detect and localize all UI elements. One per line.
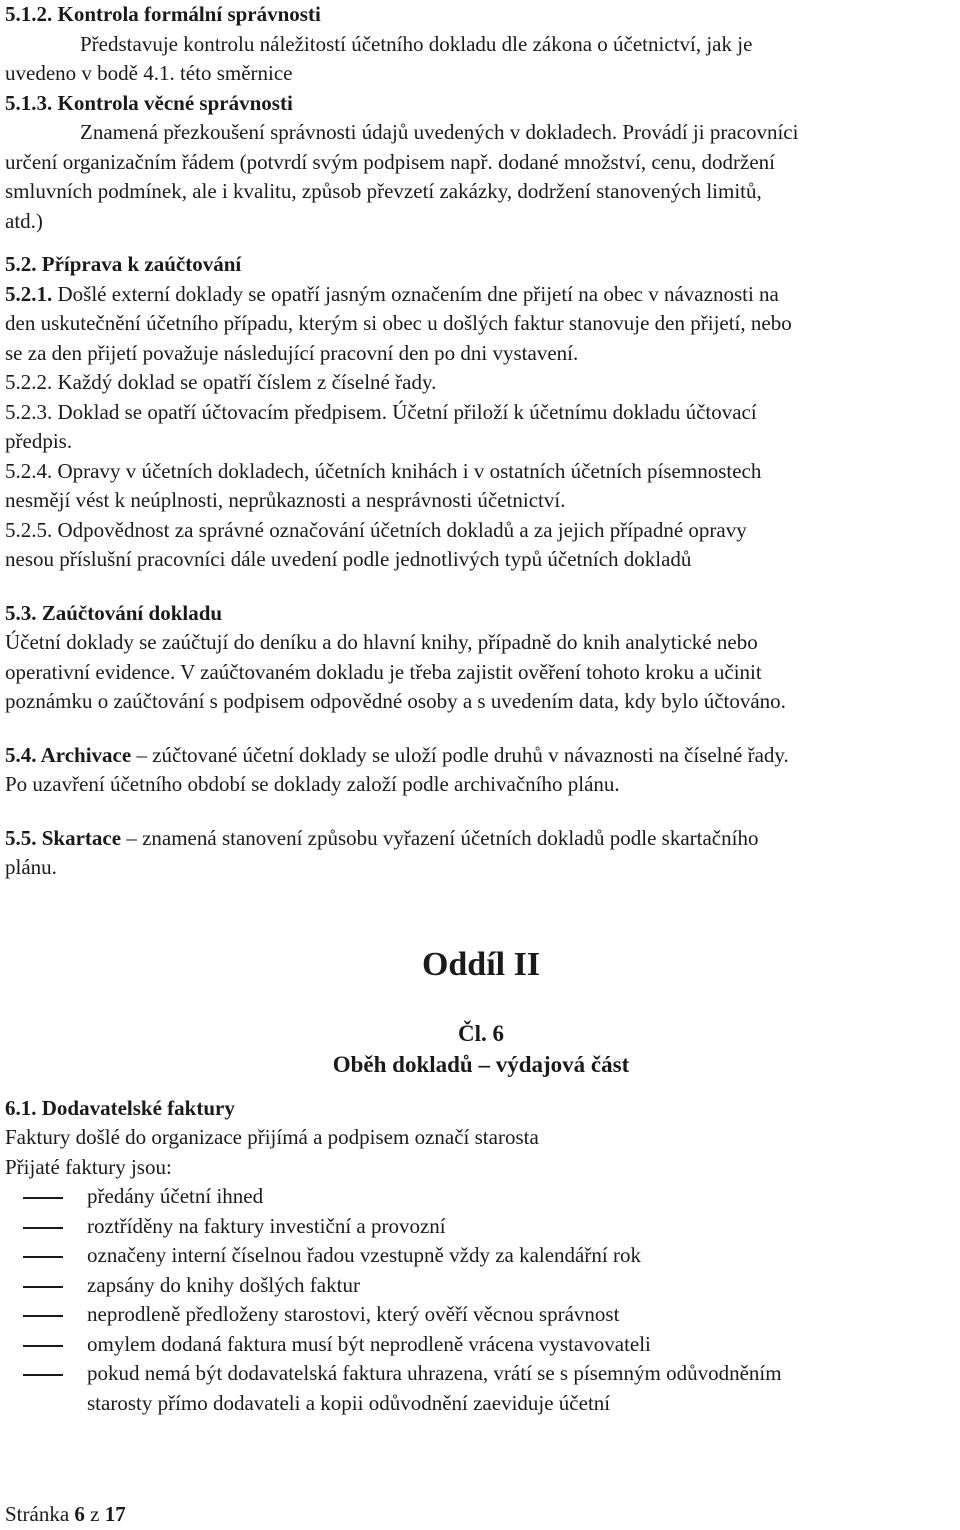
footer-page-total: 17 [104,1502,126,1526]
list-item-text-continued: starosty přímo dodavateli a kopii odůvodnění zaeviduje účetní [87,1390,611,1415]
list-item-text: předány účetní ihned [87,1184,264,1208]
text-5-4-line-1 [5,741,957,771]
list-item [5,1212,957,1242]
text-5-2-1-line-3: se za den přijetí považuje následující pracovní den po dni vystavení. [5,340,579,365]
footer-prefix: Stránka [5,1502,75,1526]
text-5-5-line-1 [5,824,957,854]
heading-5-1-2: 5.1.2. Kontrola formální správnosti [5,2,321,26]
list-item [5,1300,957,1330]
page-footer [5,1500,126,1530]
text-5-4-line-2: Po uzavření účetního období se doklady založí podle archivačního plánu. [5,772,620,796]
text-6-1-line-2: Přijaté faktury jsou: [5,1154,172,1179]
text-5-5-rest: – znamená stanovení způsobu vyřazení účetních dokladů podle skartačního [121,825,759,850]
text-5-2-1-start: Došlé externí doklady se opatří jasným označením dne přijetí na obec v návaznosti na [52,281,779,306]
document-page [5,0,957,1418]
heading-5-3: 5.3. Zaúčtování dokladu [5,600,223,625]
text-5-2-1-line-2: den uskutečnění účetního případu, kterým si obec u došlých faktur stanovuje den přijetí, nebo [5,311,792,335]
footer-separator: z [84,1502,105,1526]
text-5-2-1-line-1 [5,280,957,310]
list-item [5,1271,957,1301]
text-5-2-5-line-2: nesou příslušní pracovníci dále uvedení podle jednotlivých typů účetních dokladů [5,547,692,571]
heading-5-1-3: 5.1.3. Kontrola věcné správnosti [5,90,293,115]
footer-page-number: 6 [74,1502,85,1526]
heading-6-1: 6.1. Dodavatelské faktury [5,1095,235,1120]
article-title: Oběh dokladů – výdajová část [332,1051,630,1077]
text-5-2-4-line-2: nesmějí vést k neúplnosti, neprůkaznosti a nesprávnosti účetnictví. [5,488,566,512]
text-5-2-3-line-1: 5.2.3. Doklad se opatří účtovacím předpisem. Účetní přiloží k účetnímu dokladu účtovací [5,399,757,424]
list-item [5,1182,957,1212]
text-5-1-2-line-1: Představuje kontrolu náležitostí účetního dokladu dle zákona o účetnictví, jak je [80,31,753,56]
text-5-2-4-line-1: 5.2.4. Opravy v účetních dokladech, účetních knihách i v ostatních účetních písemnostech [5,458,762,483]
text-5-1-3-line-4: atd.) [5,208,43,233]
list-item-text: pokud nemá být dodavatelská faktura uhrazena, vrátí se s písemným odůvodněním [87,1361,782,1385]
text-5-3-line-3: poznámku o zaúčtování s podpisem odpovědné osoby a s uvedením data, kdy bylo účtováno. [5,689,786,713]
invoice-list [5,1182,957,1418]
text-5-2-5-line-1: 5.2.5. Odpovědnost za správné označování účetních dokladů a za jejich případné opravy [5,517,747,542]
list-item-text: označeny interní číselnou řadou vzestupně vždy za kalendářní rok [87,1243,641,1267]
article-number: Čl. 6 [458,1020,504,1046]
text-5-4-rest: – zúčtované účetní doklady se uloží podle druhů v návaznosti na číselné řady. [131,742,789,767]
list-item-text: zapsány do knihy došlých faktur [87,1272,360,1297]
text-6-1-line-1: Faktury došlé do organizace přijímá a podpisem označí starosta [5,1125,539,1149]
text-5-1-2-line-2: uvedeno v bodě 4.1. této směrnice [5,61,293,85]
list-item [5,1330,957,1360]
text-5-3-line-2: operativní evidence. V zaúčtovaném dokladu je třeba zajistit ověření tohoto kroku a učinit [5,659,762,684]
list-item [5,1241,957,1271]
text-5-2-2: 5.2.2. Každý doklad se opatří číslem z číselné řady. [5,370,437,394]
list-item-text: roztříděny na faktury investiční a provozní [87,1213,446,1238]
text-5-5-line-2: plánu. [5,855,57,879]
text-5-1-3-line-3: smluvních podmínek, ale i kvalitu, způsob převzetí zakázky, dodržení stanovených limitů, [5,179,762,203]
text-5-1-3-line-1: Znamená přezkoušení správnosti údajů uvedených v dokladech. Provádí ji pracovníci [80,120,799,144]
section-title: Oddíl II [421,945,541,983]
heading-5-2: 5.2. Příprava k zaúčtování [5,252,242,276]
text-5-3-line-1: Účetní doklady se zaúčtují do deníku a do hlavní knihy, případně do knih analytické nebo [5,630,758,654]
label-5-4: 5.4. Archivace [5,742,132,767]
list-item [5,1359,957,1418]
list-item-text: omylem dodaná faktura musí být neprodleně vrácena vystavovateli [87,1331,651,1356]
text-5-2-3-line-2: předpis. [5,429,73,453]
num-5-2-1: 5.2.1. [5,281,53,306]
text-5-1-3-line-2: určení organizačním řádem (potvrdí svým podpisem např. dodané množství, cenu, dodržení [5,149,775,174]
list-item-text: neprodleně předloženy starostovi, který ověří věcnou správnost [87,1302,620,1326]
label-5-5: 5.5. Skartace [5,825,122,850]
